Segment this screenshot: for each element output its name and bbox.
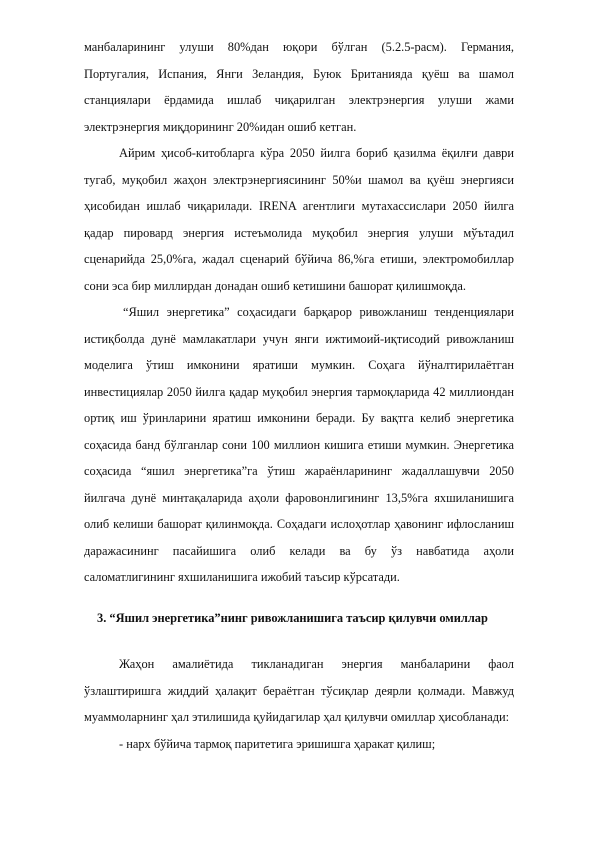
- paragraph-continuation: манбаларининг улуши 80%дан юқори бўлган (5.2.5-расм). Германия, Португалия, Испания, Янги Зеландия, Буюк Британияда қуёш ва шамол станциялари ёрдамида ишлаб чиқарилган электрэнергия улуши жами электрэнергия миқдорининг 20%идан ошиб кетган.: [84, 40, 514, 134]
- paragraph-world-practice: Жаҳон амалиётида тикланадиган энергия манбаларини фаол ўзлаштиришга жиддий ҳалақит бераётган тўсиқлар деярли қолмади. Мавжуд муаммоларнинг ҳал этилишида қуйидагилар ҳал қилувчи омиллар ҳисобланади:: [84, 657, 514, 724]
- document-page: [84, 34, 514, 757]
- paragraph-green-energy-trends: “Яшил энергетика” соҳасидаги барқарор ривожланиш тенденциялари истиқболда дунё мамлакатлари учун янги ижтимоий-иқтисодий ривожланиш моделига ўтиш имконини яратиши мумкин. Соҳага йўналтирилаётган инвестициялар 2050 йилга қадар муқобил энергия тармоқларида 42 миллиондан ортиқ иш ўринларини яратиш имконини беради. Бу вақтга келиб энергетика соҳасида банд бўлганлар сони 100 миллион кишига етиши мумкин. Энергетика соҳасида “яшил энергетика”га ўтиш жараёнларининг жадаллашувчи 2050 йилгача дунё минтақаларида аҳоли фаровонлигининг 13,5%га яхшиланишига олиб келиши башорат қилинмоқда. Соҳадаги ислоҳотлар ҳавонинг ифлосланиш даражасининг пасайишига олиб келади ва бу ўз навбатида аҳоли саломатлигининг яхшиланишига ижобий таъсир кўрсатади.: [84, 305, 514, 584]
- section-heading: 3. “Яшил энергетика”нинг ривожланишига таъсир қилувчи омиллар: [97, 610, 488, 625]
- paragraph-forecast: Айрим ҳисоб-китобларга кўра 2050 йилга бориб қазилма ёқилғи даври тугаб, муқобил жаҳон электрэнергиясининг 50%и шамол ва қуёш энергияси ҳисобидан ишлаб чиқарилади. IRENA агентлиги мутахассислари 2050 йилга қадар пировард энергия истеъмолида муқобил энергия улуши мўътадил сценарийда 25,0%га, жадал сценарий бўйича 86,%га етиши, электромобиллар сони эса бир миллирдан донадан ошиб кетишини башорат қилишмоқда.: [84, 146, 514, 293]
- list-item-grid-parity: - нарх бўйича тармоқ паритетига эришишга ҳаракат қилиш;: [119, 736, 436, 751]
